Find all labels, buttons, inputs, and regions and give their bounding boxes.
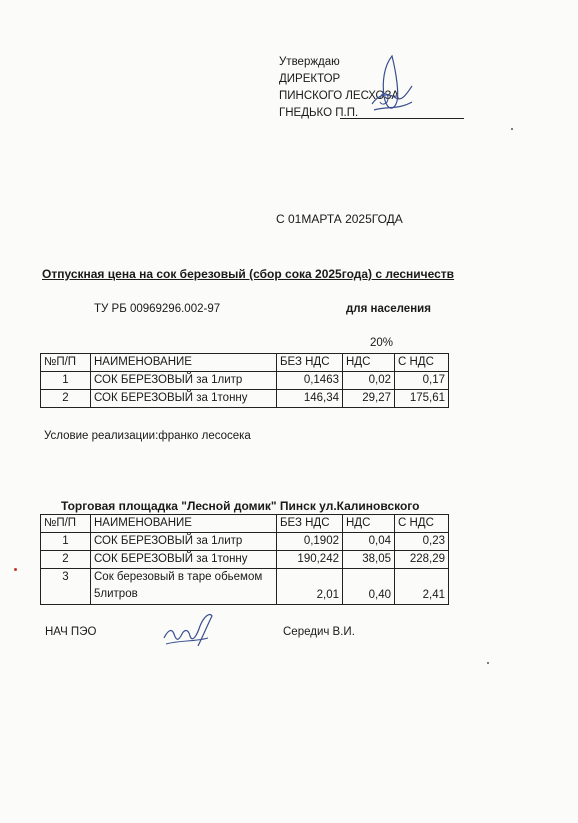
footer-position: НАЧ ПЭО — [45, 626, 97, 638]
table-header-row — [41, 515, 449, 533]
header-name: НАИМЕНОВАНИЕ — [91, 515, 277, 533]
table-row — [41, 569, 449, 605]
table-header-row — [41, 354, 449, 372]
cell-without-vat: 190,242 — [277, 551, 343, 569]
cell-vat: 0,02 — [343, 372, 395, 390]
table-row — [41, 390, 449, 408]
cell-name: СОК БЕРЕЗОВЫЙ за 1литр — [91, 533, 277, 551]
shop-heading: Торговая площадка "Лесной домик" Пинск ул.Калиновского — [61, 499, 420, 513]
header-without-vat: БЕЗ НДС — [277, 515, 343, 533]
technical-spec: ТУ РБ 00969296.002-97 — [94, 303, 221, 315]
table-row — [41, 551, 449, 569]
scan-speck — [14, 568, 17, 571]
header-vat: НДС — [343, 354, 395, 372]
cell-number: 1 — [41, 372, 91, 390]
footer-name: Середич В.И. — [283, 626, 355, 638]
cell-number: 3 — [41, 569, 91, 605]
header-name: НАИМЕНОВАНИЕ — [91, 354, 277, 372]
cell-number: 1 — [41, 533, 91, 551]
effective-date: С 01МАРТА 2025ГОДА — [276, 212, 403, 226]
sale-condition: Условие реализации:франко лесосека — [44, 430, 251, 442]
cell-vat: 0,04 — [343, 533, 395, 551]
cell-name: СОК БЕРЕЗОВЫЙ за 1тонну — [91, 390, 277, 408]
approval-line-title: ДИРЕКТОР — [279, 73, 341, 85]
head-signature-icon — [158, 608, 218, 652]
population-label: для населения — [346, 303, 431, 315]
cell-number: 2 — [41, 390, 91, 408]
approval-line-org: ПИНСКОГО ЛЕСХОЗА — [279, 90, 400, 102]
cell-with-vat: 2,41 — [395, 569, 449, 605]
header-with-vat: С НДС — [395, 354, 449, 372]
table-row — [41, 372, 449, 390]
cell-without-vat: 146,34 — [277, 390, 343, 408]
price-table-forestry — [40, 353, 449, 408]
cell-vat: 38,05 — [343, 551, 395, 569]
vat-rate: 20% — [370, 337, 394, 349]
table-row — [41, 533, 449, 551]
cell-with-vat: 175,61 — [395, 390, 449, 408]
cell-vat: 29,27 — [343, 390, 395, 408]
price-table-shop — [40, 514, 449, 605]
header-with-vat: С НДС — [395, 515, 449, 533]
header-number: №П/П — [41, 354, 91, 372]
cell-with-vat: 0,23 — [395, 533, 449, 551]
director-signature-icon — [362, 52, 418, 120]
cell-name: Сок березовый в таре обьемом 5литров — [91, 569, 277, 605]
cell-without-vat: 0,1902 — [277, 533, 343, 551]
cell-vat: 0,40 — [343, 569, 395, 605]
cell-with-vat: 228,29 — [395, 551, 449, 569]
cell-without-vat: 0,1463 — [277, 372, 343, 390]
price-heading: Отпускная цена на сок березовый (сбор сока 2025года) с лесничеств — [42, 267, 455, 281]
cell-number: 2 — [41, 551, 91, 569]
cell-with-vat: 0,17 — [395, 372, 449, 390]
header-without-vat: БЕЗ НДС — [277, 354, 343, 372]
cell-name: СОК БЕРЕЗОВЫЙ за 1тонну — [91, 551, 277, 569]
cell-without-vat: 2,01 — [277, 569, 343, 605]
scan-speck — [487, 662, 489, 664]
cell-name: СОК БЕРЕЗОВЫЙ за 1литр — [91, 372, 277, 390]
header-number: №П/П — [41, 515, 91, 533]
approval-line-approve: Утверждаю — [279, 56, 340, 68]
scan-speck — [511, 128, 513, 130]
header-vat: НДС — [343, 515, 395, 533]
approval-line-name: ГНЕДЬКО П.П. — [279, 107, 359, 119]
